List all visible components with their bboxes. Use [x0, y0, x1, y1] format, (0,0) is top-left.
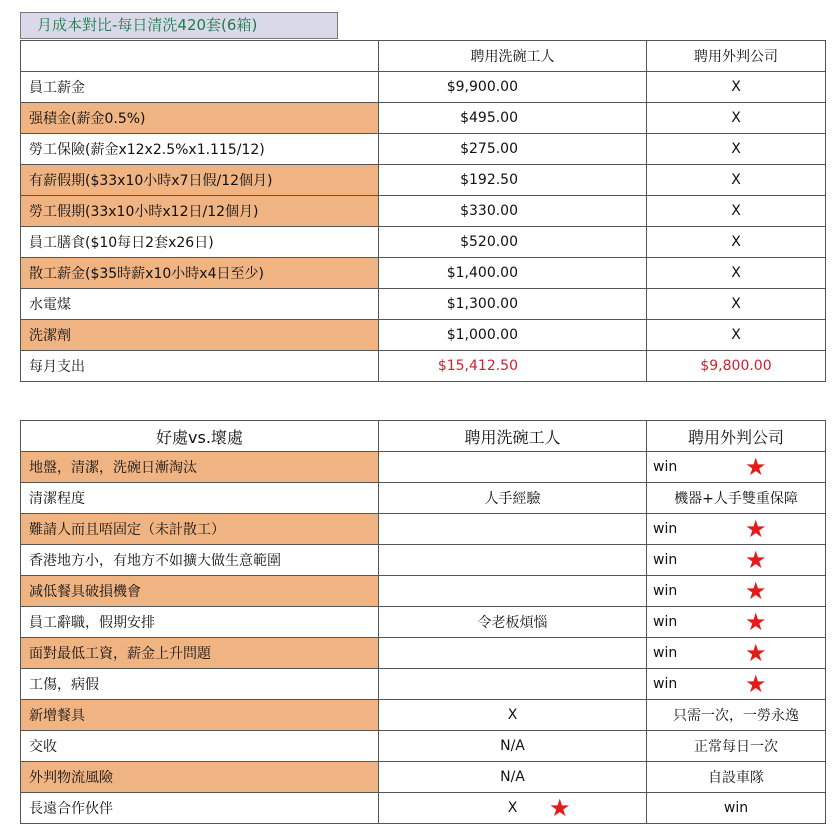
cost-item-label: 水電煤 — [21, 289, 379, 320]
cost-item-label: 員工膳食($10每日2套x26日) — [21, 227, 379, 258]
table-row — [21, 638, 826, 669]
compare-outsource-value — [647, 514, 826, 545]
compare-item-label: 减低餐具破損機會 — [21, 576, 379, 607]
cost-item-label: 員工薪金 — [21, 72, 379, 103]
cell-text: 機器+人手雙重保障 — [674, 491, 798, 507]
cost-outsource-value: X — [647, 227, 826, 258]
compare-worker-value — [379, 669, 647, 700]
compare-worker-value — [379, 576, 647, 607]
cell-text: 只需一次，一勞永逸 — [673, 708, 799, 724]
compare-worker-value — [379, 452, 647, 483]
compare-item-label: 難請人而且唔固定（未計散工） — [21, 514, 379, 545]
total-row — [21, 351, 826, 382]
table-row — [21, 700, 826, 731]
compare-item-label: 交收 — [21, 731, 379, 762]
compare-outsource-value — [647, 483, 826, 514]
star-icon: ★ — [745, 515, 767, 543]
cell-text: win — [653, 614, 678, 630]
table-row — [21, 607, 826, 638]
compare-outsource-value — [647, 669, 826, 700]
cost-worker-value: $1,000.00 — [379, 320, 647, 351]
cell-text: win — [653, 552, 678, 568]
table-row — [21, 514, 826, 545]
compare-outsource-value — [647, 638, 826, 669]
table-row — [21, 289, 826, 320]
compare-worker-value — [379, 545, 647, 576]
cell-text: win — [653, 676, 678, 692]
cell-text: 自設車隊 — [708, 770, 764, 786]
monthly-cost-table — [20, 40, 826, 382]
cost-outsource-value: X — [647, 320, 826, 351]
header-outsource: 聘用外判公司 — [647, 421, 826, 452]
star-icon: ★ — [549, 794, 571, 822]
cell-text: X — [507, 800, 518, 816]
compare-outsource-value — [647, 545, 826, 576]
cell-text: 人手經驗 — [484, 491, 541, 507]
compare-outsource-value — [647, 793, 826, 824]
page-title: 月成本對比-每日清洗420套(6箱) — [20, 12, 338, 39]
table-row — [21, 165, 826, 196]
total-label: 每月支出 — [21, 351, 379, 382]
compare-item-label: 地盤，清潔，洗碗日漸淘汰 — [21, 452, 379, 483]
cell-text: X — [507, 707, 518, 723]
compare-worker-value — [379, 762, 647, 793]
compare-outsource-value — [647, 731, 826, 762]
compare-outsource-value — [647, 576, 826, 607]
cost-item-label: 勞工假期(33x10小時x12日/12個月) — [21, 196, 379, 227]
compare-worker-value — [379, 638, 647, 669]
cell-text: 令老板煩惱 — [477, 615, 548, 631]
compare-worker-value — [379, 700, 647, 731]
cost-outsource-value: X — [647, 258, 826, 289]
compare-table-header — [21, 421, 826, 452]
table-row — [21, 72, 826, 103]
compare-outsource-value — [647, 762, 826, 793]
star-icon: ★ — [745, 639, 767, 667]
table-row — [21, 227, 826, 258]
cost-item-label: 有薪假期($33x10小時x7日假/12個月) — [21, 165, 379, 196]
table-row — [21, 576, 826, 607]
cost-outsource-value: X — [647, 165, 826, 196]
star-icon: ★ — [745, 577, 767, 605]
header-worker: 聘用洗碗工人 — [379, 41, 647, 72]
cost-worker-value: $9,900.00 — [379, 72, 647, 103]
table-row — [21, 103, 826, 134]
compare-outsource-value — [647, 452, 826, 483]
star-icon: ★ — [745, 546, 767, 574]
table-row — [21, 545, 826, 576]
cost-worker-value: $330.00 — [379, 196, 647, 227]
star-icon: ★ — [745, 670, 767, 698]
compare-worker-value — [379, 793, 647, 824]
compare-outsource-value — [647, 700, 826, 731]
header-item: 好處vs.壞處 — [21, 421, 379, 452]
compare-item-label: 清潔程度 — [21, 483, 379, 514]
cost-worker-value: $1,400.00 — [379, 258, 647, 289]
compare-item-label: 外判物流風險 — [21, 762, 379, 793]
cost-worker-value: $192.50 — [379, 165, 647, 196]
compare-item-label: 員工辭職，假期安排 — [21, 607, 379, 638]
cost-item-label: 散工薪金($35時薪x10小時x4日至少) — [21, 258, 379, 289]
compare-worker-value — [379, 514, 647, 545]
star-icon: ★ — [745, 453, 767, 481]
header-worker: 聘用洗碗工人 — [379, 421, 647, 452]
header-item — [21, 41, 379, 72]
cost-worker-value: $275.00 — [379, 134, 647, 165]
cell-text: win — [653, 583, 678, 599]
cost-outsource-value: X — [647, 103, 826, 134]
cost-worker-value: $520.00 — [379, 227, 647, 258]
cost-outsource-value: X — [647, 196, 826, 227]
table-row — [21, 320, 826, 351]
cost-outsource-value: X — [647, 134, 826, 165]
table-row — [21, 669, 826, 700]
cost-item-label: 勞工保險(薪金x12x2.5%x1.115/12) — [21, 134, 379, 165]
cost-worker-value: $1,300.00 — [379, 289, 647, 320]
compare-item-label: 面對最低工資，薪金上升問題 — [21, 638, 379, 669]
compare-worker-value — [379, 731, 647, 762]
cost-table-header — [21, 41, 826, 72]
total-worker-value: $15,412.50 — [379, 351, 647, 382]
compare-item-label: 新增餐具 — [21, 700, 379, 731]
table-row — [21, 762, 826, 793]
cell-text: N/A — [500, 738, 525, 754]
compare-worker-value — [379, 607, 647, 638]
table-row — [21, 731, 826, 762]
table-row — [21, 483, 826, 514]
table-row — [21, 793, 826, 824]
header-outsource: 聘用外判公司 — [647, 41, 826, 72]
pros-cons-table — [20, 420, 826, 824]
cell-text: win — [653, 645, 678, 661]
cell-text: 正常每日一次 — [694, 739, 778, 755]
star-icon: ★ — [745, 608, 767, 636]
cost-outsource-value: X — [647, 72, 826, 103]
cost-worker-value: $495.00 — [379, 103, 647, 134]
compare-worker-value — [379, 483, 647, 514]
table-row — [21, 452, 826, 483]
compare-item-label: 長遠合作伙伴 — [21, 793, 379, 824]
cell-text: win — [653, 459, 678, 475]
table-row — [21, 134, 826, 165]
compare-item-label: 香港地方小，有地方不如擴大做生意範圍 — [21, 545, 379, 576]
total-outsource-value: $9,800.00 — [647, 351, 826, 382]
compare-outsource-value — [647, 607, 826, 638]
cell-text: win — [653, 521, 678, 537]
cell-text: N/A — [500, 769, 525, 785]
compare-item-label: 工傷，病假 — [21, 669, 379, 700]
cost-item-label: 洗潔劑 — [21, 320, 379, 351]
cost-outsource-value: X — [647, 289, 826, 320]
cell-text: win — [723, 800, 749, 816]
table-row — [21, 196, 826, 227]
cost-item-label: 强積金(薪金0.5%) — [21, 103, 379, 134]
table-row — [21, 258, 826, 289]
